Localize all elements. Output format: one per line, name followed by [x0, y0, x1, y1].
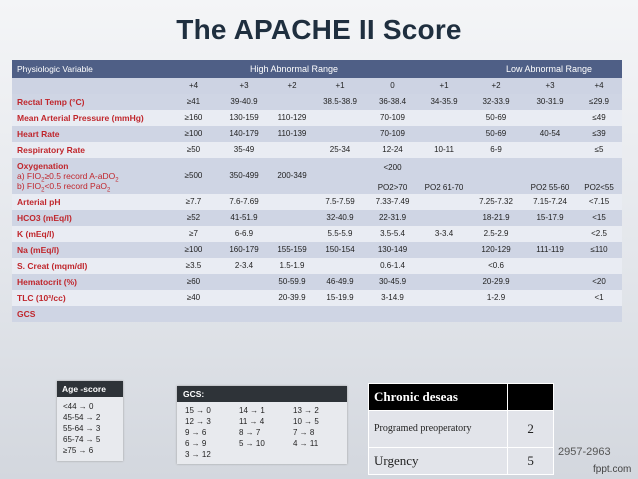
row-label: Respiratory Rate: [12, 142, 168, 158]
row-label-oxygenation: [12, 158, 168, 194]
gcs-header: GCS:: [177, 386, 347, 402]
table-row: [12, 226, 622, 242]
row-cell: [524, 306, 576, 322]
oxy-b-val: PO2 61-70: [424, 183, 464, 192]
row-label: S. Creat (mqm/dl): [12, 258, 168, 274]
row-cell: 22-31.9: [365, 210, 420, 226]
row-cell: 150-154: [315, 242, 365, 258]
oxy-a-val: <200: [383, 163, 402, 172]
row-cell: 111-119: [524, 242, 576, 258]
row-cell: [576, 258, 622, 274]
row-cell: 5.5-5.9: [315, 226, 365, 242]
row-cell: [269, 226, 315, 242]
oxy-b-val: PO2>70: [377, 183, 408, 192]
gcs-item: 14 → 1: [239, 406, 265, 415]
header-high-range: High Abnormal Range: [168, 60, 420, 78]
row-cell: [420, 210, 468, 226]
row-cell: [365, 306, 420, 322]
table-row: [12, 274, 622, 290]
gcs-item: 9 → 6: [185, 428, 207, 437]
age-score-line: ≥75 → 6: [63, 446, 94, 455]
reference-text: 2957-2963: [558, 446, 611, 458]
points-cell: +1: [420, 78, 468, 94]
row-cell: [524, 274, 576, 290]
row-cell: [524, 258, 576, 274]
table-row: [12, 126, 622, 142]
row-cell: 3-3.4: [420, 226, 468, 242]
oxy-b-val: PO2 55-60: [530, 183, 570, 192]
row-cell: 110-129: [269, 110, 315, 126]
table-header-row: [12, 60, 622, 78]
row-cell: 35-49: [219, 142, 269, 158]
row-cell: ≥40: [168, 290, 219, 306]
oxy-cell: [468, 158, 524, 194]
gcs-item: 6 → 9: [185, 439, 207, 448]
points-cell: +2: [269, 78, 315, 94]
gcs-item: 8 → 7: [239, 428, 261, 437]
points-cell: +1: [315, 78, 365, 94]
oxy-a-sub: 2: [41, 177, 45, 184]
row-cell: [420, 306, 468, 322]
gcs-item: 3 → 12: [185, 450, 211, 459]
row-cell: 30-31.9: [524, 94, 576, 110]
row-cell: 7.33-7.49: [365, 194, 420, 210]
row-cell: [524, 110, 576, 126]
age-score-header: Age -score: [57, 381, 123, 397]
chronic-header-blank: [508, 384, 554, 411]
row-cell: ≥160: [168, 110, 219, 126]
row-cell: 25-34: [315, 142, 365, 158]
oxy-a-val: ≥500: [184, 171, 203, 180]
points-cell: +4: [576, 78, 622, 94]
row-label: TLC (10³/cc): [12, 290, 168, 306]
chronic-header: Chronic deseas: [369, 384, 508, 411]
row-cell: [524, 142, 576, 158]
row-cell: 140-179: [219, 126, 269, 142]
row-cell: [168, 306, 219, 322]
chronic-row: [369, 448, 554, 475]
row-cell: 6-9: [468, 142, 524, 158]
oxy-a-val: 200-349: [277, 171, 307, 180]
oxy-cell: [219, 158, 269, 194]
row-cell: ≥7: [168, 226, 219, 242]
table-row: [12, 258, 622, 274]
row-cell: [219, 290, 269, 306]
row-cell: 3.5-5.4: [365, 226, 420, 242]
watermark: fppt.com: [593, 464, 632, 475]
row-cell: 40-54: [524, 126, 576, 142]
row-cell: [315, 126, 365, 142]
row-cell: [420, 242, 468, 258]
apache-table: [12, 60, 622, 322]
gcs-item: 5 → 10: [239, 439, 265, 448]
row-cell: ≥100: [168, 126, 219, 142]
row-cell: <2.5: [576, 226, 622, 242]
row-cell: 46-49.9: [315, 274, 365, 290]
row-cell: ≤110: [576, 242, 622, 258]
row-cell: 15-19.9: [315, 290, 365, 306]
row-cell: 130-159: [219, 110, 269, 126]
row-label: Rectal Temp (°C): [12, 94, 168, 110]
row-label: Arterial pH: [12, 194, 168, 210]
row-cell: 3-14.9: [365, 290, 420, 306]
row-cell: [315, 110, 365, 126]
oxy-cell: [420, 158, 468, 194]
table-row: [12, 210, 622, 226]
row-cell: 7.5-7.59: [315, 194, 365, 210]
row-cell: [219, 306, 269, 322]
row-cell: 160-179: [219, 242, 269, 258]
oxy-a-mid: ≥0.5 record A-aDO: [44, 171, 116, 181]
row-cell: 38.5-38.9: [315, 94, 365, 110]
chronic-row-label: Urgency: [369, 448, 508, 475]
gcs-item: 15 → 0: [185, 406, 211, 415]
row-cell: 12-24: [365, 142, 420, 158]
row-cell: [219, 274, 269, 290]
oxy-cell: [365, 158, 420, 194]
table-row: [12, 242, 622, 258]
table-row-oxygenation: [12, 158, 622, 194]
row-cell: 1.5-1.9: [269, 258, 315, 274]
points-cell: +3: [524, 78, 576, 94]
row-cell: ≤49: [576, 110, 622, 126]
row-cell: 41-51.9: [219, 210, 269, 226]
age-score-box: [57, 381, 123, 461]
points-cell: +3: [219, 78, 269, 94]
row-cell: [420, 110, 468, 126]
row-cell: [315, 258, 365, 274]
row-cell: 50-59.9: [269, 274, 315, 290]
row-cell: 70-109: [365, 110, 420, 126]
row-label: Mean Arterial Pressure (mmHg): [12, 110, 168, 126]
row-cell: [576, 306, 622, 322]
oxy-cell: [168, 158, 219, 194]
row-cell: [524, 226, 576, 242]
row-cell: <0.6: [468, 258, 524, 274]
row-cell: 1-2.9: [468, 290, 524, 306]
row-cell: ≥41: [168, 94, 219, 110]
gcs-item: 4 → 11: [293, 439, 319, 448]
header-variable: Physiologic Variable: [12, 60, 168, 78]
header-low-range: Low Abnormal Range: [420, 60, 622, 78]
oxy-b-sub: 2: [41, 187, 45, 194]
row-cell: 110-139: [269, 126, 315, 142]
oxy-b-prefix: b) FIO: [17, 181, 42, 191]
oxygenation-title: Oxygenation: [17, 161, 69, 171]
row-cell: 2.5-2.9: [468, 226, 524, 242]
oxy-a-prefix: a) FIO: [17, 171, 42, 181]
row-cell: 20-29.9: [468, 274, 524, 290]
gcs-item: 12 → 3: [185, 417, 211, 426]
row-cell: 34-35.9: [420, 94, 468, 110]
row-cell: 120-129: [468, 242, 524, 258]
chronic-row: [369, 411, 554, 448]
row-label: Heart Rate: [12, 126, 168, 142]
row-cell: 32-33.9: [468, 94, 524, 110]
oxy-a-val: 350-499: [229, 171, 259, 180]
age-score-line: <44 → 0: [63, 402, 94, 411]
oxy-cell: [269, 158, 315, 194]
age-score-line: 55-64 → 3: [63, 424, 101, 433]
row-cell: ≤39: [576, 126, 622, 142]
table-row: [12, 290, 622, 306]
table-row: [12, 110, 622, 126]
gcs-box: [177, 386, 347, 464]
chronic-row-value: 2: [508, 411, 554, 448]
row-cell: 10-11: [420, 142, 468, 158]
row-cell: 7.15-7.24: [524, 194, 576, 210]
row-cell: [420, 194, 468, 210]
row-cell: ≥50: [168, 142, 219, 158]
points-cell: +2: [468, 78, 524, 94]
row-cell: ≥52: [168, 210, 219, 226]
row-cell: [269, 194, 315, 210]
row-cell: ≥60: [168, 274, 219, 290]
row-cell: 155-159: [269, 242, 315, 258]
row-cell: <20: [576, 274, 622, 290]
gcs-item: 11 → 4: [239, 417, 265, 426]
chronic-row-label: Programed preoperatory: [369, 411, 508, 448]
row-cell: <15: [576, 210, 622, 226]
row-cell: [420, 290, 468, 306]
row-cell: 18-21.9: [468, 210, 524, 226]
table-row: [12, 306, 622, 322]
oxy-cell: [576, 158, 622, 194]
points-cell: 0: [365, 78, 420, 94]
row-cell: <1: [576, 290, 622, 306]
oxy-cell: [315, 158, 365, 194]
row-cell: [269, 306, 315, 322]
row-cell: 0.6-1.4: [365, 258, 420, 274]
row-cell: 15-17.9: [524, 210, 576, 226]
oxy-b-mid: <0.5 record PaO: [44, 181, 108, 191]
row-cell: ≤29.9: [576, 94, 622, 110]
row-cell: [269, 94, 315, 110]
slide-title: The APACHE II Score: [176, 14, 462, 45]
row-cell: [420, 258, 468, 274]
points-row: [12, 78, 622, 94]
oxygenation-line-b: [17, 181, 111, 194]
row-label: K (mEq/l): [12, 226, 168, 242]
table-row: [12, 142, 622, 158]
row-cell: ≥7.7: [168, 194, 219, 210]
row-cell: [524, 290, 576, 306]
row-cell: 7.6-7.69: [219, 194, 269, 210]
row-cell: ≥100: [168, 242, 219, 258]
row-cell: 70-109: [365, 126, 420, 142]
row-cell: 36-38.4: [365, 94, 420, 110]
age-score-line: 65-74 → 5: [63, 435, 101, 444]
row-cell: [420, 126, 468, 142]
gcs-item: 7 → 8: [293, 428, 315, 437]
gcs-item: 10 → 5: [293, 417, 319, 426]
oxygenation-line-a: [17, 171, 119, 184]
row-cell: 130-149: [365, 242, 420, 258]
oxy-b-sub2: 2: [107, 187, 111, 194]
chronic-header-row: [369, 384, 554, 411]
row-label: HCO3 (mEq/l): [12, 210, 168, 226]
row-cell: 6-6.9: [219, 226, 269, 242]
row-cell: [315, 306, 365, 322]
row-cell: 20-39.9: [269, 290, 315, 306]
points-blank: [12, 78, 168, 94]
row-cell: [468, 306, 524, 322]
table-row: [12, 94, 622, 110]
oxy-a-sub2: 2: [115, 177, 119, 184]
row-cell: 7.25-7.32: [468, 194, 524, 210]
row-label: Hematocrit (%): [12, 274, 168, 290]
row-cell: 30-45.9: [365, 274, 420, 290]
row-cell: 32-40.9: [315, 210, 365, 226]
chronic-disease-table: [368, 383, 554, 475]
row-label: GCS: [12, 306, 168, 322]
row-cell: ≤5: [576, 142, 622, 158]
oxy-cell: [524, 158, 576, 194]
points-cell: +4: [168, 78, 219, 94]
row-cell: 50-69: [468, 110, 524, 126]
row-label: Na (mEq/l): [12, 242, 168, 258]
row-cell: 2-3.4: [219, 258, 269, 274]
age-score-line: 45-54 → 2: [63, 413, 101, 422]
gcs-item: 13 → 2: [293, 406, 319, 415]
row-cell: [269, 142, 315, 158]
table-row: [12, 194, 622, 210]
oxy-b-val: PO2<55: [584, 183, 614, 192]
chronic-row-value: 5: [508, 448, 554, 475]
row-cell: 50-69: [468, 126, 524, 142]
row-cell: ≥3.5: [168, 258, 219, 274]
row-cell: <7.15: [576, 194, 622, 210]
row-cell: [269, 210, 315, 226]
row-cell: [420, 274, 468, 290]
row-cell: 39-40.9: [219, 94, 269, 110]
